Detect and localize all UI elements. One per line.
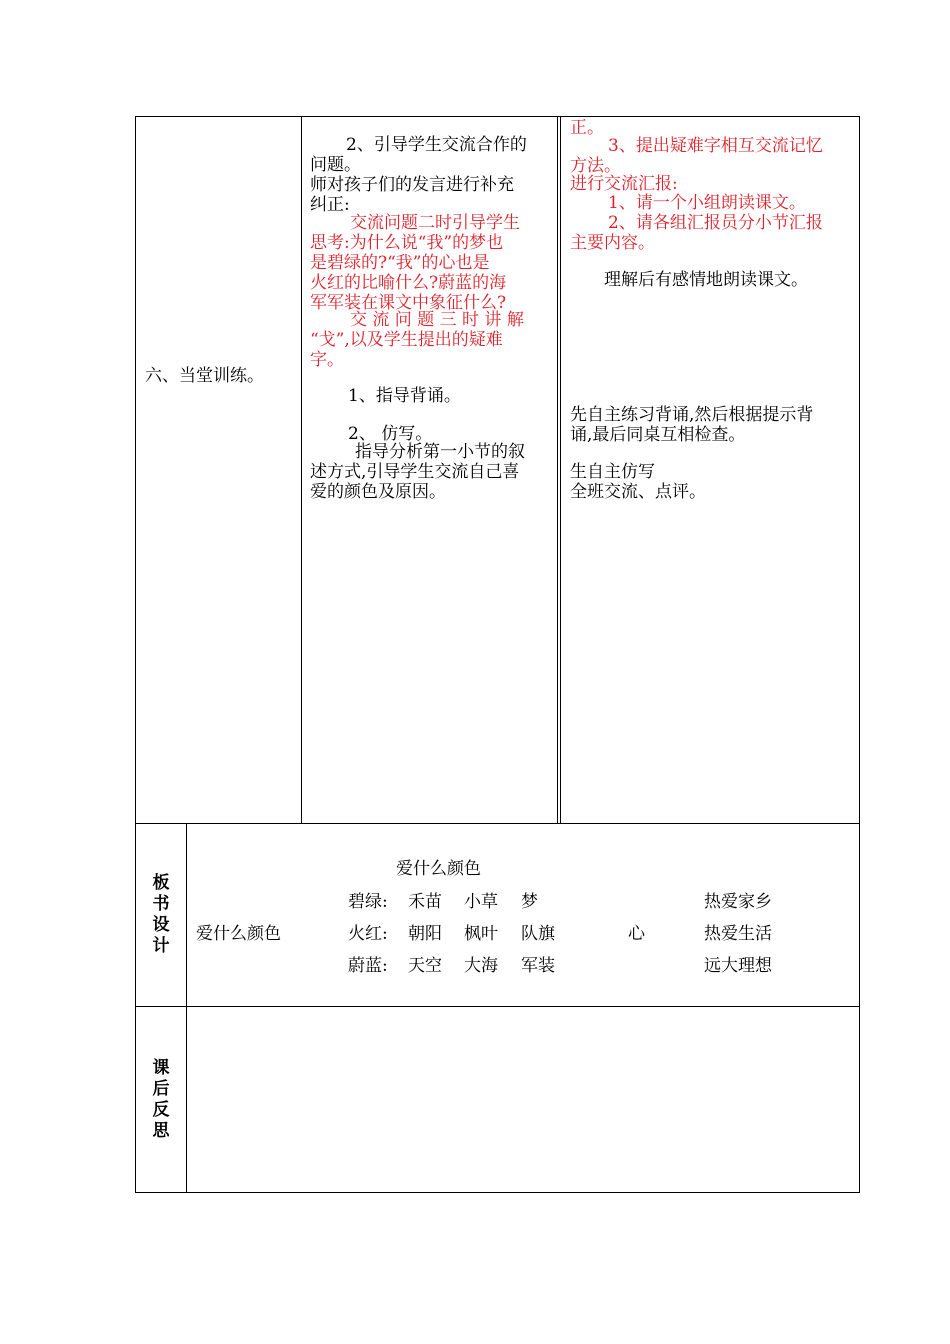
student-line: 正。 bbox=[570, 118, 604, 138]
student-line: 先自主练习背诵,然后根据提示背 bbox=[570, 405, 814, 425]
student-line: 理解后有感情地朗读课文。 bbox=[604, 270, 808, 290]
teacher-line: 指导分析第一小节的叙 bbox=[355, 442, 525, 462]
board-color-name: 碧绿: bbox=[348, 892, 388, 912]
board-title: 爱什么颜色 bbox=[396, 859, 481, 879]
board-meaning: 热爱家乡 bbox=[704, 892, 772, 912]
teacher-line: 交 流 问 题 三 时 讲 解 bbox=[350, 310, 524, 330]
board-item: 小草 bbox=[464, 892, 498, 912]
student-line: 方法。 bbox=[570, 156, 621, 176]
teacher-line: 2、引导学生交流合作的 bbox=[346, 135, 527, 155]
teacher-line: 1、指导背诵。 bbox=[348, 386, 461, 406]
teacher-line: 字。 bbox=[310, 350, 344, 370]
board-label-char: 设 bbox=[152, 915, 170, 935]
teacher-line: 思考:为什么说“我”的梦也 bbox=[310, 233, 504, 253]
student-line: 3、提出疑难字相互交流记忆 bbox=[608, 136, 823, 156]
table-left-border bbox=[135, 116, 136, 1193]
board-label-char: 计 bbox=[152, 936, 170, 956]
board-item: 天空 bbox=[408, 956, 442, 976]
board-meaning: 热爱生活 bbox=[704, 924, 772, 944]
reflection-label-char: 反 bbox=[152, 1100, 170, 1120]
student-line: 进行交流汇报: bbox=[570, 174, 678, 194]
teacher-line: 是碧绿的?“我”的心也是 bbox=[310, 253, 490, 273]
student-line: 生自主仿写 bbox=[570, 462, 655, 482]
student-line: 1、请一个小组朗读课文。 bbox=[608, 193, 806, 213]
teacher-line: 火红的比喻什么?蔚蓝的海 bbox=[310, 273, 507, 293]
board-item: 朝阳 bbox=[408, 924, 442, 944]
student-line: 主要内容。 bbox=[570, 233, 655, 253]
teacher-line: 军军装在课文中象征什么? bbox=[310, 293, 507, 313]
board-item: 大海 bbox=[464, 956, 498, 976]
table-top-border bbox=[135, 116, 860, 117]
board-item: 禾苗 bbox=[408, 892, 442, 912]
teacher-line: 师对孩子们的发言进行补充 bbox=[310, 175, 514, 195]
reflection-label bbox=[151, 1058, 171, 1142]
table-bottom-border bbox=[135, 1192, 860, 1193]
student-line: 诵,最后同桌互相检查。 bbox=[570, 425, 746, 445]
teacher-line: 述方式,引导学生交流自己喜 bbox=[310, 462, 520, 482]
board-item: 梦 bbox=[521, 892, 538, 912]
teacher-line: 问题。 bbox=[310, 155, 361, 175]
board-label-char: 书 bbox=[152, 894, 170, 914]
column-divider-teacher-b bbox=[560, 116, 561, 823]
board-item: 队旗 bbox=[521, 924, 555, 944]
student-line: 2、请各组汇报员分小节汇报 bbox=[608, 213, 823, 233]
teacher-line: “戈”,以及学生提出的疑难 bbox=[310, 330, 503, 350]
teacher-line: 2、 仿写。 bbox=[348, 424, 433, 444]
reflection-label-char: 思 bbox=[152, 1121, 170, 1141]
teacher-line: 交流问题二时引导学生 bbox=[350, 213, 520, 233]
board-item: 枫叶 bbox=[464, 924, 498, 944]
teacher-line: 爱的颜色及原因。 bbox=[310, 482, 446, 502]
teacher-line: 纠正: bbox=[310, 195, 350, 215]
board-left-title: 爱什么颜色 bbox=[196, 924, 281, 944]
board-color-name: 蔚蓝: bbox=[348, 956, 388, 976]
board-color-name: 火红: bbox=[348, 924, 388, 944]
board-center-word: 心 bbox=[628, 924, 645, 944]
board-design-label bbox=[151, 873, 171, 957]
section-divider-board bbox=[135, 823, 860, 824]
board-item: 军装 bbox=[521, 956, 555, 976]
board-meaning: 远大理想 bbox=[704, 956, 772, 976]
column-divider-teacher-a bbox=[557, 116, 558, 823]
reflection-label-char: 后 bbox=[152, 1079, 170, 1099]
stage-label: 六、当堂训练。 bbox=[145, 366, 264, 386]
reflection-content-cell[interactable] bbox=[187, 1007, 859, 1192]
column-divider-stage bbox=[301, 116, 302, 823]
table-right-border bbox=[859, 116, 860, 1193]
student-line: 全班交流、点评。 bbox=[570, 482, 706, 502]
reflection-label-char: 课 bbox=[152, 1058, 170, 1078]
board-label-char: 板 bbox=[152, 873, 170, 893]
